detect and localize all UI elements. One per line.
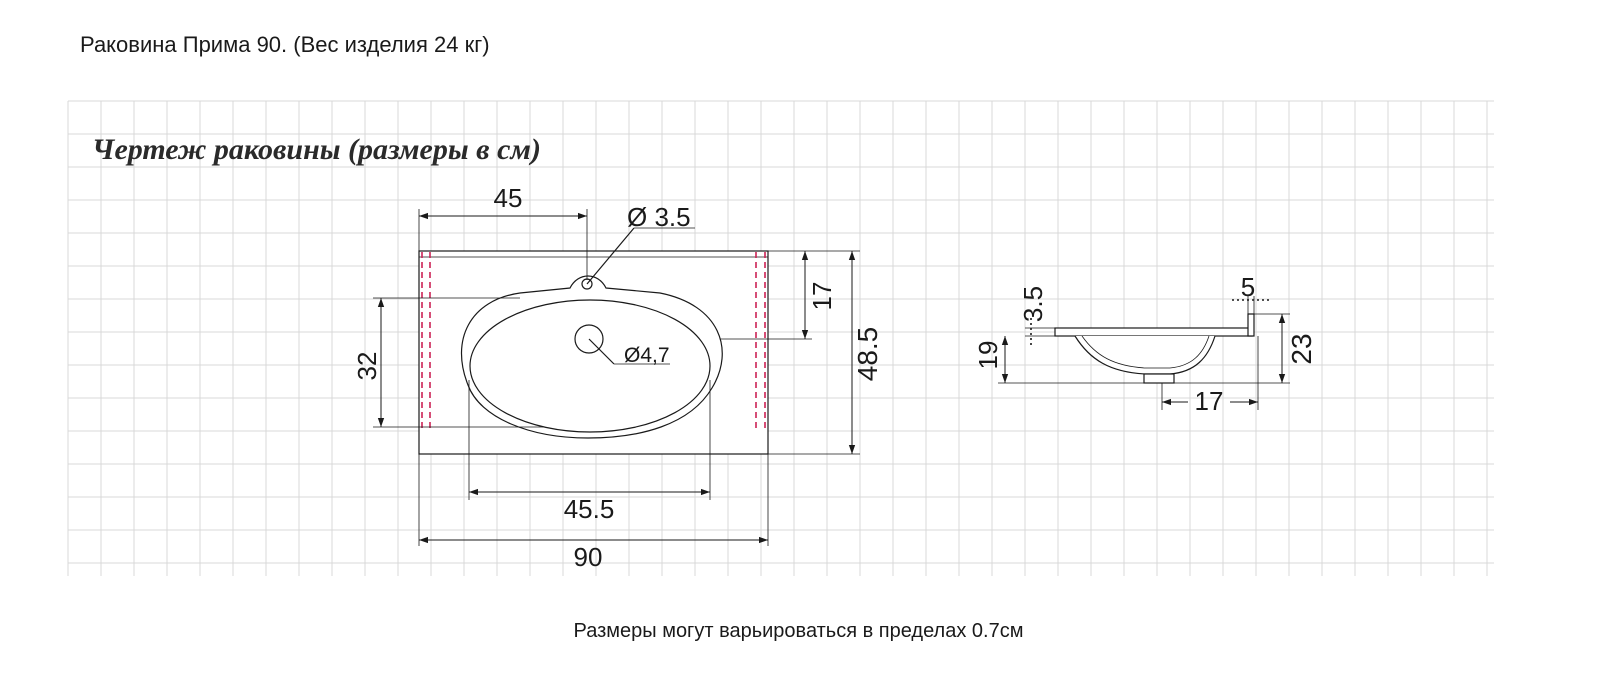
top-view bbox=[373, 209, 860, 546]
dim-top-thickness: 3.5 bbox=[1018, 285, 1048, 323]
dim-lip: 5 bbox=[1240, 272, 1256, 302]
background-grid bbox=[68, 101, 1494, 576]
side-countertop bbox=[1055, 328, 1252, 336]
side-rear-lip bbox=[1248, 314, 1254, 336]
dim-depth: 48.5 bbox=[852, 326, 883, 382]
dim-total-height: 23 bbox=[1286, 333, 1317, 365]
dim-total-width: 90 bbox=[573, 542, 603, 572]
dim-bowl-height: 19 bbox=[973, 340, 1003, 370]
drawing-title: Чертеж раковины (размеры в см) bbox=[92, 133, 541, 166]
dim-tap-hole: Ø 3.5 bbox=[627, 202, 691, 232]
size-disclaimer: Размеры могут варьироваться в пределах 0.7см bbox=[573, 620, 1024, 642]
dim-tap-to-bowl: 17 bbox=[807, 281, 837, 311]
dim-drain-hole: Ø4,7 bbox=[624, 344, 670, 367]
dim-offset: 17 bbox=[1194, 386, 1224, 416]
side-drain bbox=[1144, 374, 1174, 383]
product-title: Раковина Прима 90. (Вес изделия 24 кг) bbox=[80, 32, 490, 57]
dim-half-width: 45 bbox=[493, 183, 523, 213]
dim-bowl-length: 32 bbox=[352, 351, 382, 381]
dim-bowl-width: 45.5 bbox=[563, 494, 615, 524]
